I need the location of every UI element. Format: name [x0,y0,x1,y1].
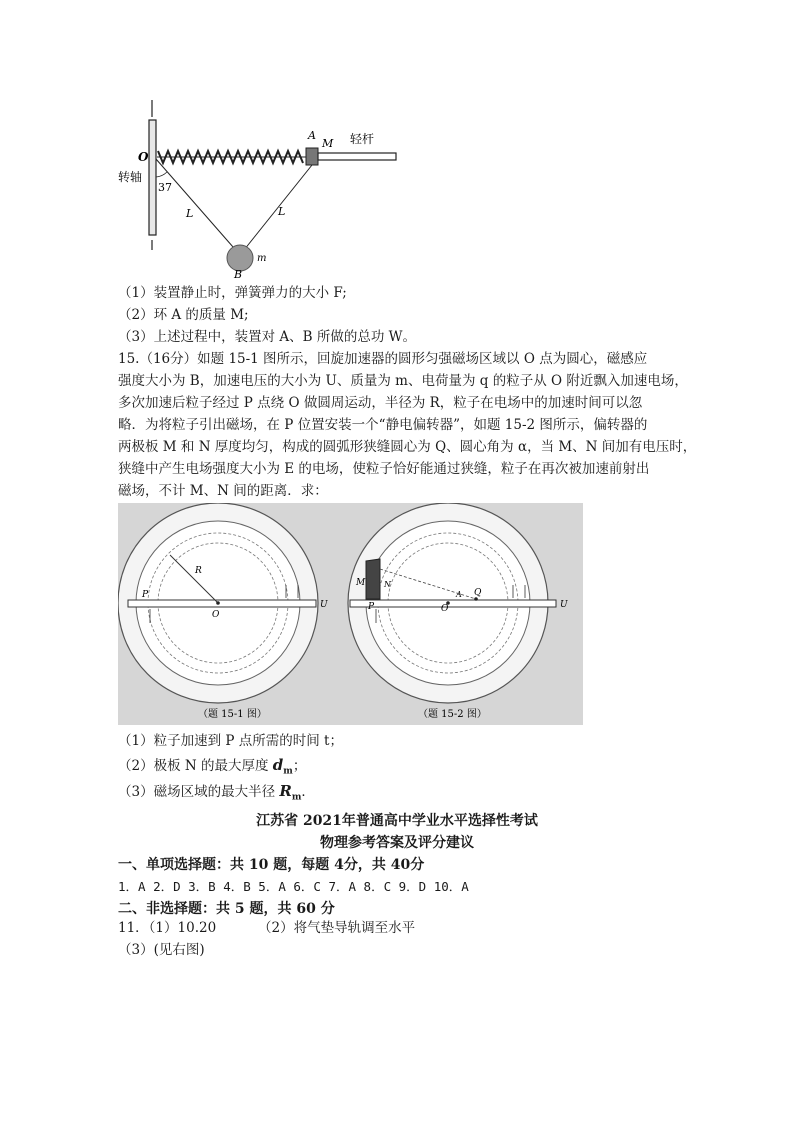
q15-part-3-var: R [279,782,292,800]
caption-15-2: （题 15-2 图） [418,709,487,720]
top-figure [112,95,402,280]
q15-line-6: 狭缝中产生电场强度大小为 E 的电场，使粒子恰好能通过狭缝，粒子在再次被加速前射出 [118,461,650,477]
section1-answers: 1．A 2．D 3．B 4．B 5．A 6．C 7．A 8．C 9．D 10．A [118,879,469,894]
q15-part-3 [118,780,315,809]
section2-heading: 二、非选择题：共 5 题，共 60 分 [118,901,335,917]
spring [157,151,310,163]
answer-title-2: 物理参考答案及评分建议 [320,835,474,851]
fig15-1-label-r: R [195,566,202,576]
q15-line-7: 磁场，不计 M、N 间的距离．求： [118,483,328,499]
q15-part-1: （1）粒子加速到 P 点所需的时间 t； [118,733,343,749]
string-right [240,165,312,255]
fig15-1-label-p: P [142,590,149,600]
label-axis: 转轴 [118,170,143,184]
caption-15-1: （题 15-1 图） [198,709,267,720]
fig15-2-label-m: M [356,578,366,588]
figure-15 [118,503,583,725]
fig15-2-label-n: N [384,580,391,589]
q15-line-1: 15.（16分）如题 15-1 图所示，回旋加速器的圆形匀强磁场区域以 O 点为圆心，磁感应 [118,351,648,367]
fig15-2-label-p: P [368,602,375,612]
q15-part-3-sub: m [291,792,302,803]
label-angle: 37 [158,181,172,194]
string-left [156,159,240,255]
q14-part-3: （3）上述过程中，装置对 A、B 所做的总功 W。 [118,329,417,345]
q14-part-2: （2）环 A 的质量 M; [118,307,249,323]
q15-line-5: 两极板 M 和 N 厚度均匀，构成的圆弧形狭缝圆心为 Q、圆心角为 α，当 M、N 间加有电压时， [118,439,697,455]
q15-line-4: 略．为将粒子引出磁场，在 P 位置安装一个“静电偏转器”，如题 15-2 图所示，偏转器的 [118,417,648,433]
label-l-right: L [278,205,286,218]
fig15-2-label-a: A [456,590,462,599]
q15-line-3: 多次加速后粒子经过 P 点绕 O 做圆周运动，半径为 R，粒子在电场中的加速时间可以忽 [118,395,643,411]
section1-heading: 一、单项选择题：共 10 题，每题 4分，共 40分 [118,857,425,873]
q11-answer-2: （2）将气垫导轨调至水平 [258,920,416,936]
q15-part-2 [118,754,306,783]
q15-part-2-text: （2）极板 N 的最大厚度 [118,758,273,774]
label-light-rod: 轻杆 [350,132,375,146]
label-l-left: L [186,207,194,220]
q15-part-3-text: （3）磁场区域的最大半径 [118,784,280,800]
q15-part-2-end: ； [292,758,307,774]
label-mass: m [257,253,267,264]
fig15-1-label-u: U [320,600,328,610]
q11-answer-3: （3）(见右图) [118,942,205,958]
deflector-plates [366,559,380,599]
fig15-2-label-o: O [441,604,449,614]
fig15-1-label-o: O [212,610,220,620]
q15-part-2-var: d [272,756,284,774]
q14-part-1: （1）装置静止时，弹簧弹力的大小 F; [118,285,347,301]
light-rod [318,153,396,160]
label-b: B [234,268,243,280]
label-o: O [138,150,149,164]
fig15-2-label-u: U [560,600,568,610]
q15-part-3-end: ． [301,784,315,800]
fig15-2-label-q: Q [474,588,482,598]
q11-answer-1: 11．（1）10.20 [118,920,217,936]
q15-part-2-sub: m [283,766,293,777]
label-m-ring: M [322,137,334,150]
label-a: A [308,129,316,142]
rotation-axis [149,120,156,235]
answer-title-1: 江苏省 2021年普通高中学业水平选择性考试 [256,813,538,829]
ring-a [306,148,318,165]
q15-line-2: 强度大小为 B，加速电压的大小为 U、质量为 m、电荷量为 q 的粒子从 O 附近飘入加速电场， [118,373,688,389]
